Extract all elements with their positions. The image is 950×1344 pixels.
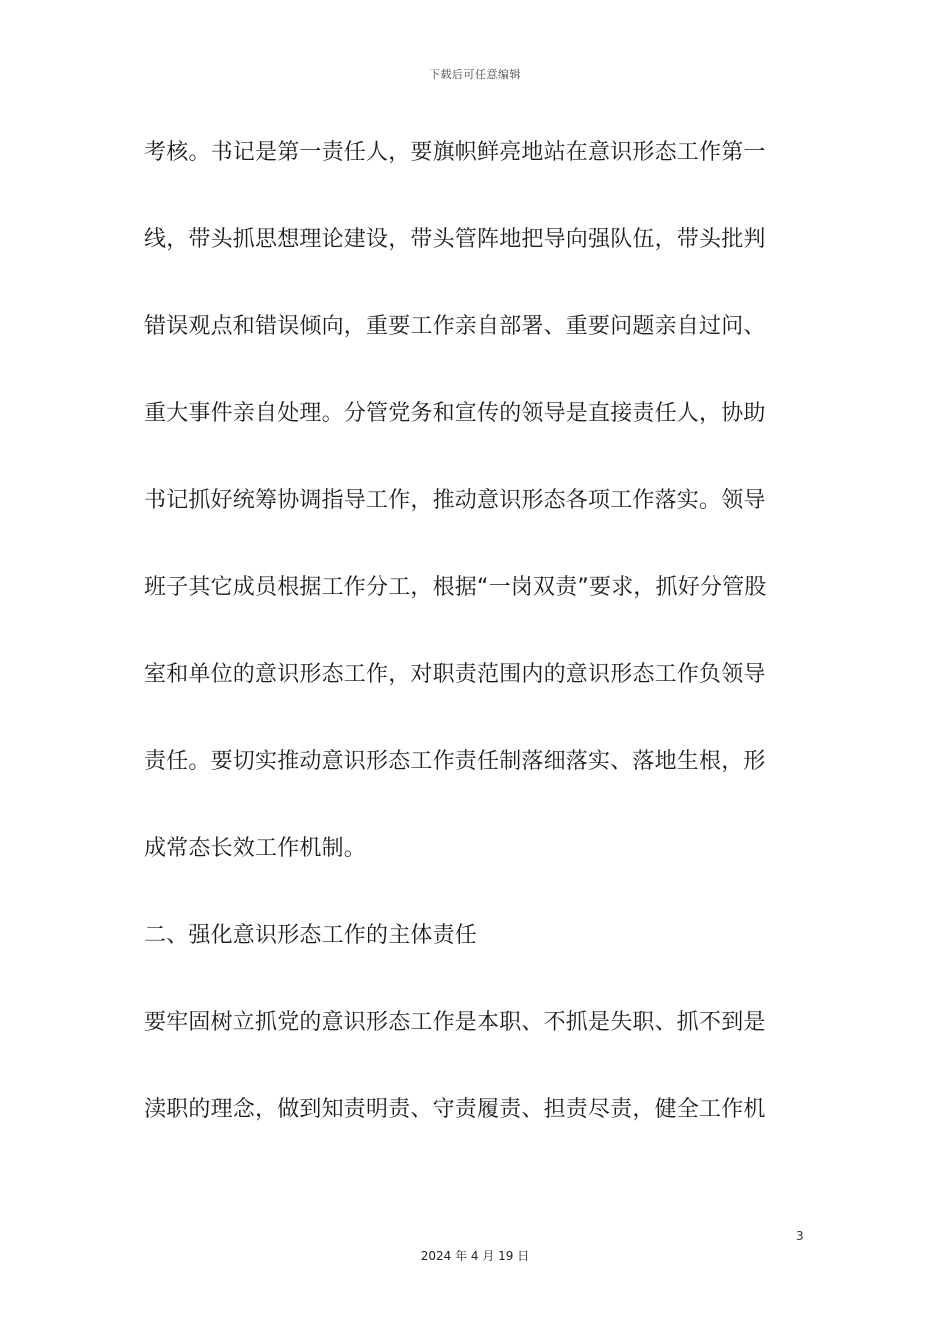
footer-date: 2024 年 4 月 19 日 — [420, 1249, 530, 1263]
body-line-5: 书记抓好统筹协调指导工作，推动意识形态各项工作落实。领导 — [144, 488, 766, 513]
body-line-6: 班子其它成员根据工作分工，根据“一岗双责”要求，抓好分管股 — [144, 575, 767, 600]
body-line-7: 室和单位的意识形态工作，对职责范围内的意识形态工作负领导 — [144, 662, 766, 687]
body-line-11: 要牢固树立抓党的意识形态工作是本职、不抓是失职、抓不到是 — [144, 1010, 766, 1035]
page-header: 下载后可任意编辑 — [429, 68, 521, 81]
body-line-12: 渎职的理念，做到知责明责、守责履责、担责尽责，健全工作机 — [144, 1097, 766, 1122]
document-body — [144, 128, 814, 1172]
section-heading: 二、强化意识形态工作的主体责任 — [144, 923, 478, 948]
body-line-9: 成常态长效工作机制。 — [144, 836, 367, 861]
body-line-3: 错误观点和错误倾向，重要工作亲自部署、重要问题亲自过问、 — [144, 314, 766, 339]
page-number: 3 — [796, 1229, 804, 1243]
body-line-1: 考核。书记是第一责任人，要旗帜鲜亮地站在意识形态工作第一 — [144, 140, 766, 165]
body-line-8: 责任。要切实推动意识形态工作责任制落细落实、落地生根，形 — [144, 749, 766, 774]
body-line-2: 线，带头抓思想理论建设，带头管阵地把导向强队伍，带头批判 — [144, 227, 766, 252]
body-line-4: 重大事件亲自处理。分管党务和宣传的领导是直接责任人，协助 — [144, 401, 766, 426]
